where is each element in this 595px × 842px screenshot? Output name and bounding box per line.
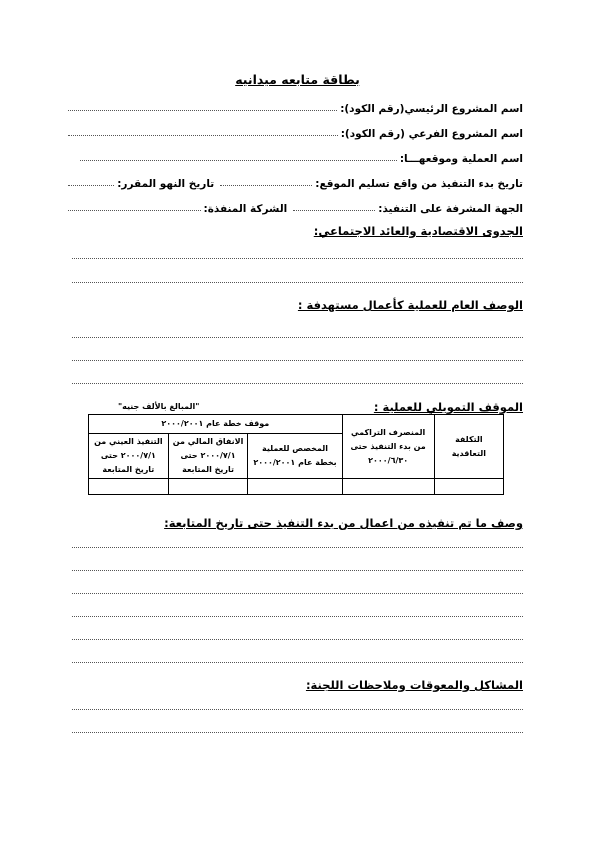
progress-line (72, 547, 523, 548)
financing-heading: الموقف التمويلي للعملية : (373, 400, 523, 414)
description-line (72, 360, 523, 361)
table-cell (434, 479, 503, 495)
description-heading: الوصف العام للعملية كأعمال مستهدفة : (297, 298, 523, 312)
operation-blank (80, 160, 397, 161)
main-project-label: اسم المشروع الرئيسي(رقم الكود): (340, 103, 523, 115)
progress-line (72, 570, 523, 571)
feasibility-heading: الجدوى الاقتصادية والعائد الاجتماعي: (313, 224, 523, 238)
col-physical-progress: التنفيذ العيني من ٢٠٠٠/٧/١ حتى تاريخ المتابعة (89, 434, 169, 479)
col-plan-status: موقف خطة عام ٢٠٠٠/٢٠٠١ (89, 415, 343, 434)
problems-line (72, 732, 523, 733)
financing-table (88, 414, 504, 495)
dates-field (68, 172, 523, 190)
col-cumulative-spend: المنصرف التراكمي من بدء التنفيذ حتى ٢٠٠٠/٦/٣٠ (342, 415, 434, 479)
amounts-note: "المبالغ بالألف جنيه" (118, 402, 200, 411)
progress-line (72, 593, 523, 594)
main-project-field (68, 97, 523, 115)
problems-line (72, 709, 523, 710)
contractor-label: الشركة المنفذة: (203, 203, 288, 215)
operation-field (68, 147, 523, 165)
description-line (72, 337, 523, 338)
main-project-blank (68, 110, 337, 111)
end-date-blank (68, 185, 114, 186)
operation-label: اسم العملية وموقعهـــا: (399, 153, 523, 165)
table-cell (89, 479, 169, 495)
col-contract-cost: التكلفة التعاقدية (434, 415, 503, 479)
sub-project-field (68, 122, 523, 140)
table-cell (168, 479, 248, 495)
start-date-blank (220, 185, 312, 186)
problems-heading: المشاكل والمعوقات وملاحظات اللجنة: (305, 678, 523, 692)
progress-line (72, 616, 523, 617)
end-date-label: تاريخ النهو المقرر: (117, 178, 215, 190)
progress-line (72, 662, 523, 663)
progress-line (72, 639, 523, 640)
supervisor-blank (293, 210, 375, 211)
contractor-blank (68, 210, 201, 211)
description-line (72, 383, 523, 384)
table-cell (248, 479, 342, 495)
supervisor-label: الجهة المشرفة على التنفيذ: (378, 203, 523, 215)
col-financial-spend: الانفاق المالي من ٢٠٠٠/٧/١ حتى تاريخ المتابعة (168, 434, 248, 479)
feasibility-line (72, 282, 523, 283)
supervision-field (68, 197, 523, 215)
sub-project-blank (68, 135, 338, 136)
col-allocated: المخصص للعملية بخطة عام ٢٠٠٠/٢٠٠١ (248, 434, 342, 479)
table-cell (342, 479, 434, 495)
feasibility-line (72, 258, 523, 259)
start-date-label: تاريخ بدء التنفيذ من واقع تسليم الموقع: (315, 178, 523, 190)
progress-heading: وصف ما تم تنفيذه من اعمال من بدء التنفيذ حتى تاريخ المتابعة: (164, 516, 523, 530)
sub-project-label: اسم المشروع الفرعي (رقم الكود): (340, 128, 523, 140)
page-title: بطاقة متابعه ميدانيه (235, 72, 360, 87)
